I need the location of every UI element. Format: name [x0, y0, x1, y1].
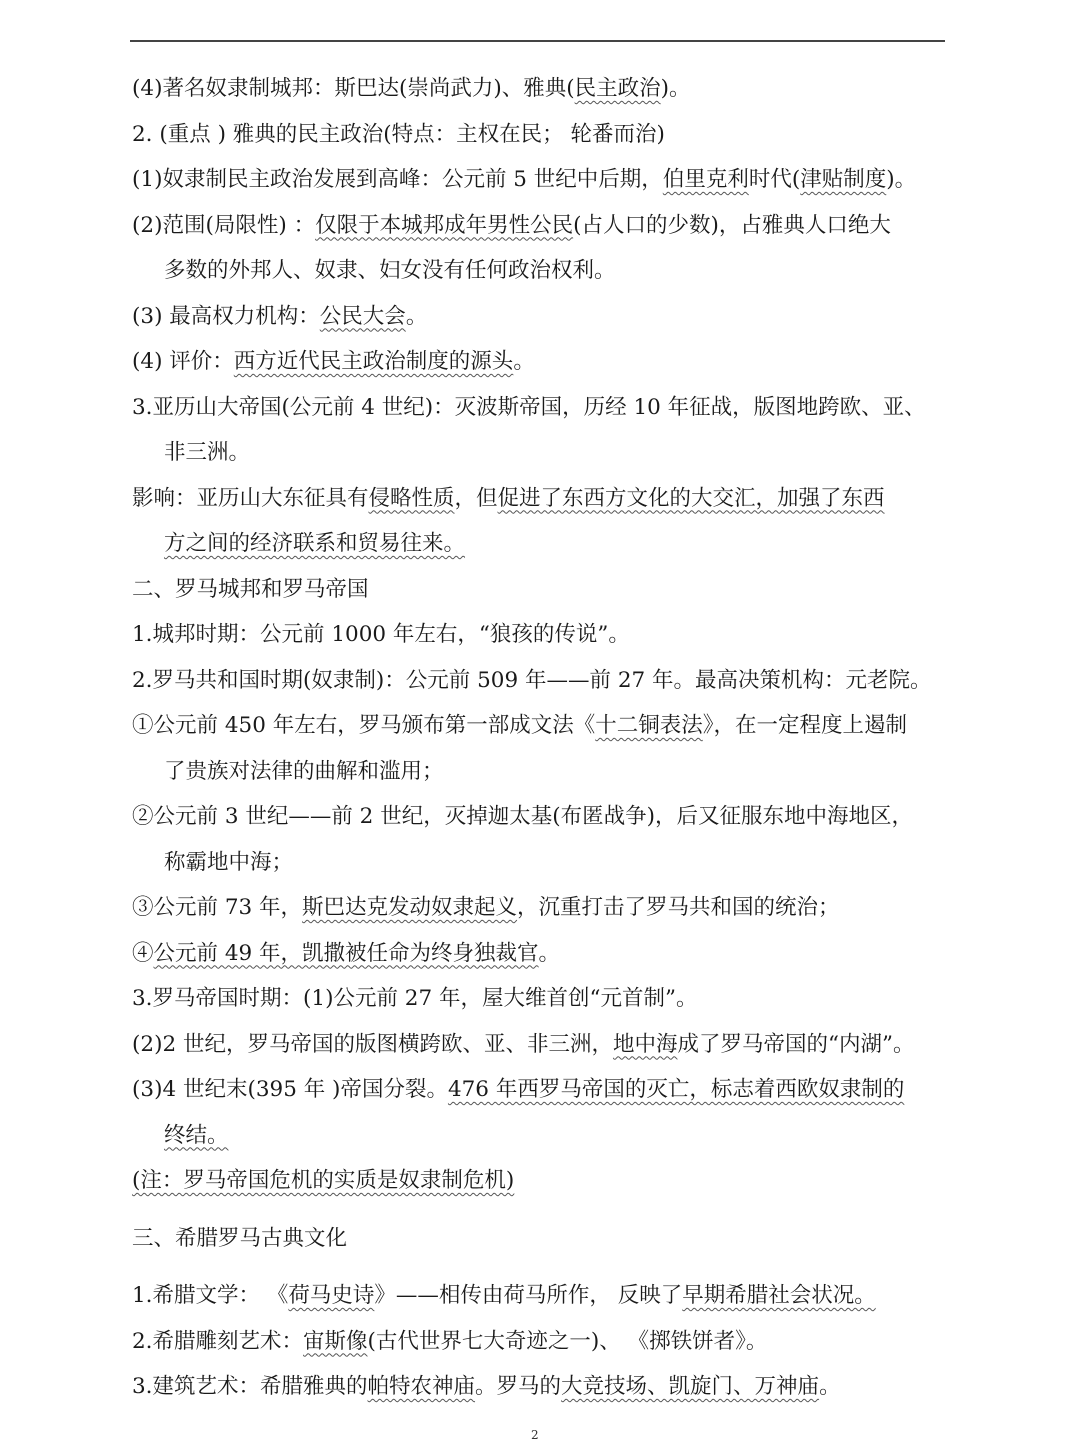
text-segment: ③公元前 73 年，: [132, 895, 303, 920]
text-segment: 。: [538, 940, 561, 966]
underlined-key-phrase: 终结。: [164, 1122, 229, 1148]
text-line: [132, 294, 952, 340]
text-line: [132, 658, 952, 704]
text-line: [132, 476, 952, 522]
underlined-key-phrase: 斯巴达克发动奴隶起义: [302, 895, 518, 920]
text-segment: (3) 最高权力机构：: [132, 303, 320, 329]
text-segment: 2. (重点 ) 雅典的民主政治(特点：主权在民； 轮番而治): [132, 121, 665, 147]
underlined-key-phrase: 地中海: [612, 1031, 678, 1057]
text-segment: 。: [513, 349, 535, 374]
text-segment: 3.亚历山大帝国(公元前 4 世纪)：灭波斯帝国，历经 10 年征战，版图地跨欧、亚、: [132, 394, 926, 420]
underlined-key-phrase: 公元前 49 年，凯撒被任命为终身独裁官: [153, 940, 539, 966]
text-line: [132, 1319, 952, 1365]
text-segment: ①公元前 450 年左右，罗马颁布第一部成文法《: [132, 713, 596, 738]
text-line: [132, 66, 952, 112]
underlined-key-phrase: 民主政治: [574, 76, 661, 101]
text-line: [132, 1273, 952, 1319]
text-segment: 三、希腊罗马古典文化: [132, 1225, 348, 1251]
section-gap: [132, 1261, 952, 1273]
header-rule: [130, 40, 945, 42]
underlined-key-phrase: (注：罗马帝国危机的实质是奴隶制危机): [132, 1168, 515, 1193]
text-segment: (2)范围(局限性) ：: [132, 212, 316, 238]
underlined-key-phrase: 宙斯像: [303, 1328, 368, 1354]
text-segment: (4) 评价：: [132, 349, 234, 374]
text-segment: 2.罗马共和国时期(奴隶制)：公元前 509 年——前 27 年。最高决策机构：元老院。: [132, 667, 932, 693]
text-segment: 。: [405, 303, 428, 329]
text-line: [132, 885, 952, 931]
text-line: [132, 567, 952, 613]
page-number: 2: [531, 1428, 539, 1442]
text-line: [132, 248, 952, 294]
text-segment: ，沉重打击了罗马共和国的统治；: [517, 895, 840, 920]
underlined-key-phrase: 侵略性质: [368, 485, 455, 511]
text-line: [132, 1216, 952, 1262]
text-segment: (1)奴隶制民主政治发展到高峰：公元前 5 世纪中后期，: [132, 167, 663, 192]
text-segment: (古代世界七大奇迹之一)、 《掷铁饼者》。: [367, 1328, 768, 1354]
text-segment: 1.希腊文学： 《: [132, 1283, 289, 1308]
section-gap: [132, 1204, 952, 1216]
text-segment: 1.城邦时期：公元前 1000 年左右，“狼孩的传说”。: [132, 622, 630, 647]
text-segment: (3)4 世纪末(395 年 )帝国分裂。: [132, 1077, 448, 1102]
text-line: [132, 976, 952, 1022]
text-segment: 2.希腊雕刻艺术：: [132, 1328, 304, 1354]
text-segment: 。: [819, 1374, 841, 1399]
underlined-key-phrase: 方之间的经济联系和贸易往来。: [164, 531, 466, 556]
text-line: [132, 840, 952, 886]
underlined-key-phrase: 促进了东西方文化的大交汇，加强了东西: [497, 485, 885, 511]
text-segment: 》，在一定程度上遏制: [702, 713, 907, 738]
text-segment: 影响：亚历山大东征具有: [132, 485, 369, 511]
text-segment: 3.罗马帝国时期：(1)公元前 27 年，屋大维首创“元首制”。: [132, 986, 698, 1011]
text-segment: 了贵族对法律的曲解和滥用；: [164, 758, 444, 784]
underlined-key-phrase: 荷马史诗: [288, 1283, 375, 1308]
underlined-key-phrase: 476 年西罗马帝国的灭亡，标志着西欧奴隶制的: [447, 1077, 905, 1102]
text-line: [132, 203, 952, 249]
underlined-key-phrase: 大竞技场、凯旋门、万神庙: [561, 1374, 820, 1399]
text-segment: 非三洲。: [164, 440, 251, 465]
text-segment: 时代(: [748, 167, 801, 192]
text-line: [132, 339, 952, 385]
underlined-key-phrase: 十二铜表法: [595, 713, 703, 738]
text-segment: 多数的外邦人、奴隶、妇女没有任何政治权利。: [164, 258, 616, 283]
text-line: [132, 1113, 952, 1159]
text-line: [132, 385, 952, 431]
text-segment: (占人口的少数)，占雅典人口绝大: [573, 212, 891, 238]
text-line: [132, 794, 952, 840]
underlined-key-phrase: 伯里克利: [662, 167, 749, 192]
text-segment: 。罗马的: [475, 1374, 562, 1399]
underlined-key-phrase: 公民大会: [319, 303, 406, 329]
text-segment: 》——相传由荷马所作， 反映了: [374, 1283, 683, 1308]
text-line: [132, 703, 952, 749]
text-segment: (2)2 世纪，罗马帝国的版图横跨欧、亚、非三洲，: [132, 1031, 613, 1057]
underlined-key-phrase: 早期希腊社会状况。: [682, 1283, 876, 1308]
text-segment: )。: [886, 167, 917, 192]
text-line: [132, 112, 952, 158]
text-segment: (4)著名奴隶制城邦：斯巴达(崇尚武力)、雅典(: [132, 76, 575, 101]
text-segment: 3.建筑艺术：希腊雅典的: [132, 1374, 368, 1399]
underlined-key-phrase: 仅限于本城邦成年男性公民: [315, 212, 574, 238]
text-line: [132, 1022, 952, 1068]
underlined-key-phrase: 西方近代民主政治制度的源头: [233, 349, 514, 374]
text-segment: )。: [660, 76, 691, 101]
text-segment: 成了罗马帝国的“内湖”。: [677, 1031, 915, 1057]
text-segment: ，但: [454, 485, 498, 511]
text-line: [132, 749, 952, 795]
text-segment: ②公元前 3 世纪——前 2 世纪，灭掉迦太基(布匿战争)，后又征服东地中海地区，: [132, 804, 913, 829]
text-segment: 称霸地中海；: [164, 849, 294, 875]
text-line: [132, 1364, 952, 1410]
text-line: [132, 931, 952, 977]
text-segment: 二、罗马城邦和罗马帝国: [132, 576, 369, 602]
text-line: [132, 1067, 952, 1113]
underlined-key-phrase: 帕特农神庙: [367, 1374, 476, 1399]
text-line: [132, 612, 952, 658]
text-line: [132, 430, 952, 476]
text-line: [132, 157, 952, 203]
text-line: [132, 521, 952, 567]
text-line: [132, 1158, 952, 1204]
text-segment: ④: [132, 940, 154, 966]
underlined-key-phrase: 津贴制度: [800, 167, 887, 192]
document-body: [132, 66, 952, 1410]
